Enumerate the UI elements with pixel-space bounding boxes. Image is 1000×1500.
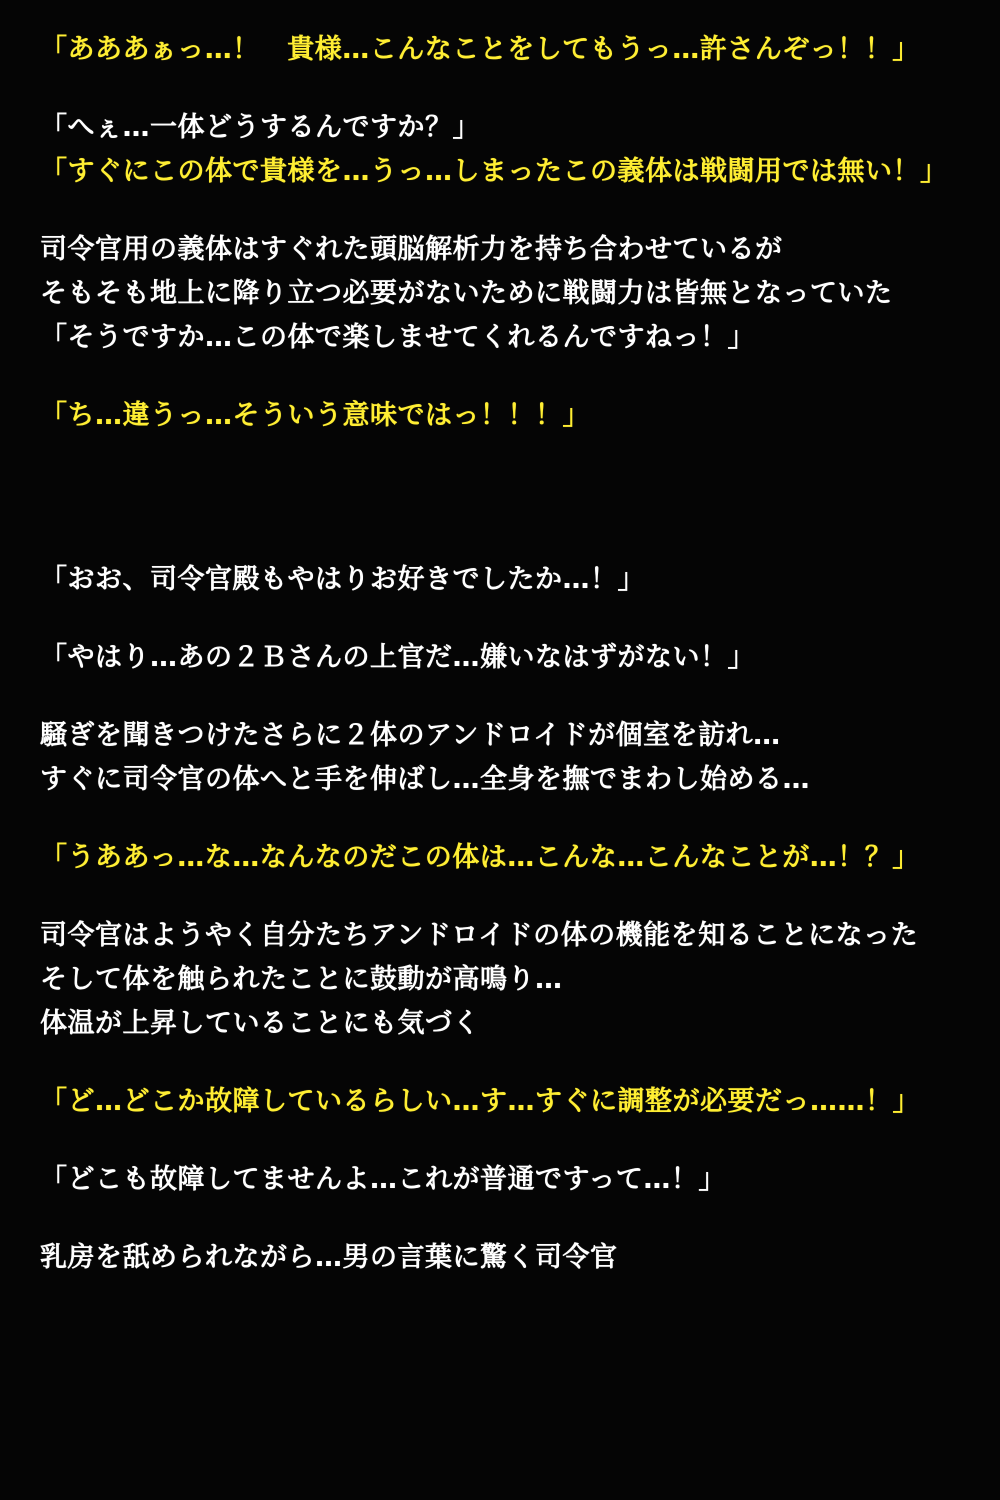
dialogue-block-8 <box>40 1158 960 1202</box>
dialogue-block-4 <box>40 558 960 602</box>
narration-line: すぐに司令官の体へと手を伸ばし…全身を撫でまわし始める… <box>40 764 810 795</box>
dialogue-line: 「すぐにこの体で貴様を…うっ…しまったこの義体は戦闘用では無い！」 <box>40 156 948 187</box>
spacer <box>40 1046 960 1080</box>
narration-line: そして体を触られたことに鼓動が高鳴り… <box>40 964 563 995</box>
narration-line: 司令官用の義体はすぐれた頭脳解析力を持ち合わせているが <box>40 234 783 265</box>
dialogue-line: 「へぇ…一体どうするんですか？」 <box>40 112 480 143</box>
narration-line: 司令官はようやく自分たちアンドロイドの体の機能を知ることになった <box>40 920 919 951</box>
dialogue-line: 「おお、司令官殿もやはりお好きでしたか…！」 <box>40 564 645 595</box>
narration-line: そもそも地上に降り立つ必要がないために戦闘力は皆無となっていた <box>40 278 893 309</box>
dialogue-line: 「どこも故障してませんよ…これが普通ですって…！」 <box>40 1164 726 1195</box>
dialogue-line: 「うああっ…な…なんなのだこの体は…こんな…こんなことが…！？」 <box>40 842 920 873</box>
narration-block-1 <box>40 228 960 360</box>
dialogue-line: 「そうですか…この体で楽しませてくれるんですねっ！」 <box>40 322 755 353</box>
spacer <box>40 802 960 836</box>
spacer <box>40 72 960 106</box>
spacer <box>40 1202 960 1236</box>
dialogue-block-7 <box>40 1080 960 1124</box>
narration-block-3 <box>40 914 960 1046</box>
dialogue-line: 「やはり…あの２Ｂさんの上官だ…嫌いなはずがない！」 <box>40 642 755 673</box>
dialogue-block-2 <box>40 106 960 194</box>
spacer <box>40 880 960 914</box>
dialogue-line: 「あああぁっ…！ 貴様…こんなことをしてもうっ…許さんぞっ！！」 <box>40 34 920 65</box>
dialogue-line: 「ち…違うっ…そういう意味ではっ！！！」 <box>40 400 590 431</box>
dialogue-block-1 <box>40 28 960 72</box>
dialogue-block-3 <box>40 394 960 438</box>
narration-block-4 <box>40 1236 960 1280</box>
dialogue-block-6 <box>40 836 960 880</box>
dialogue-block-5 <box>40 636 960 680</box>
narration-line: 体温が上昇していることにも気づく <box>40 1008 480 1039</box>
spacer <box>40 360 960 394</box>
spacer <box>40 1124 960 1158</box>
spacer <box>40 194 960 228</box>
dialogue-line: 「ど…どこか故障しているらしい…す…すぐに調整が必要だっ……！」 <box>40 1086 920 1117</box>
narration-line: 乳房を舐められながら…男の言葉に驚く司令官 <box>40 1242 618 1273</box>
narration-block-2 <box>40 714 960 802</box>
spacer <box>40 680 960 714</box>
narration-line: 騒ぎを聞きつけたさらに２体のアンドロイドが個室を訪れ… <box>40 720 781 751</box>
section-gap <box>40 438 960 558</box>
spacer <box>40 602 960 636</box>
